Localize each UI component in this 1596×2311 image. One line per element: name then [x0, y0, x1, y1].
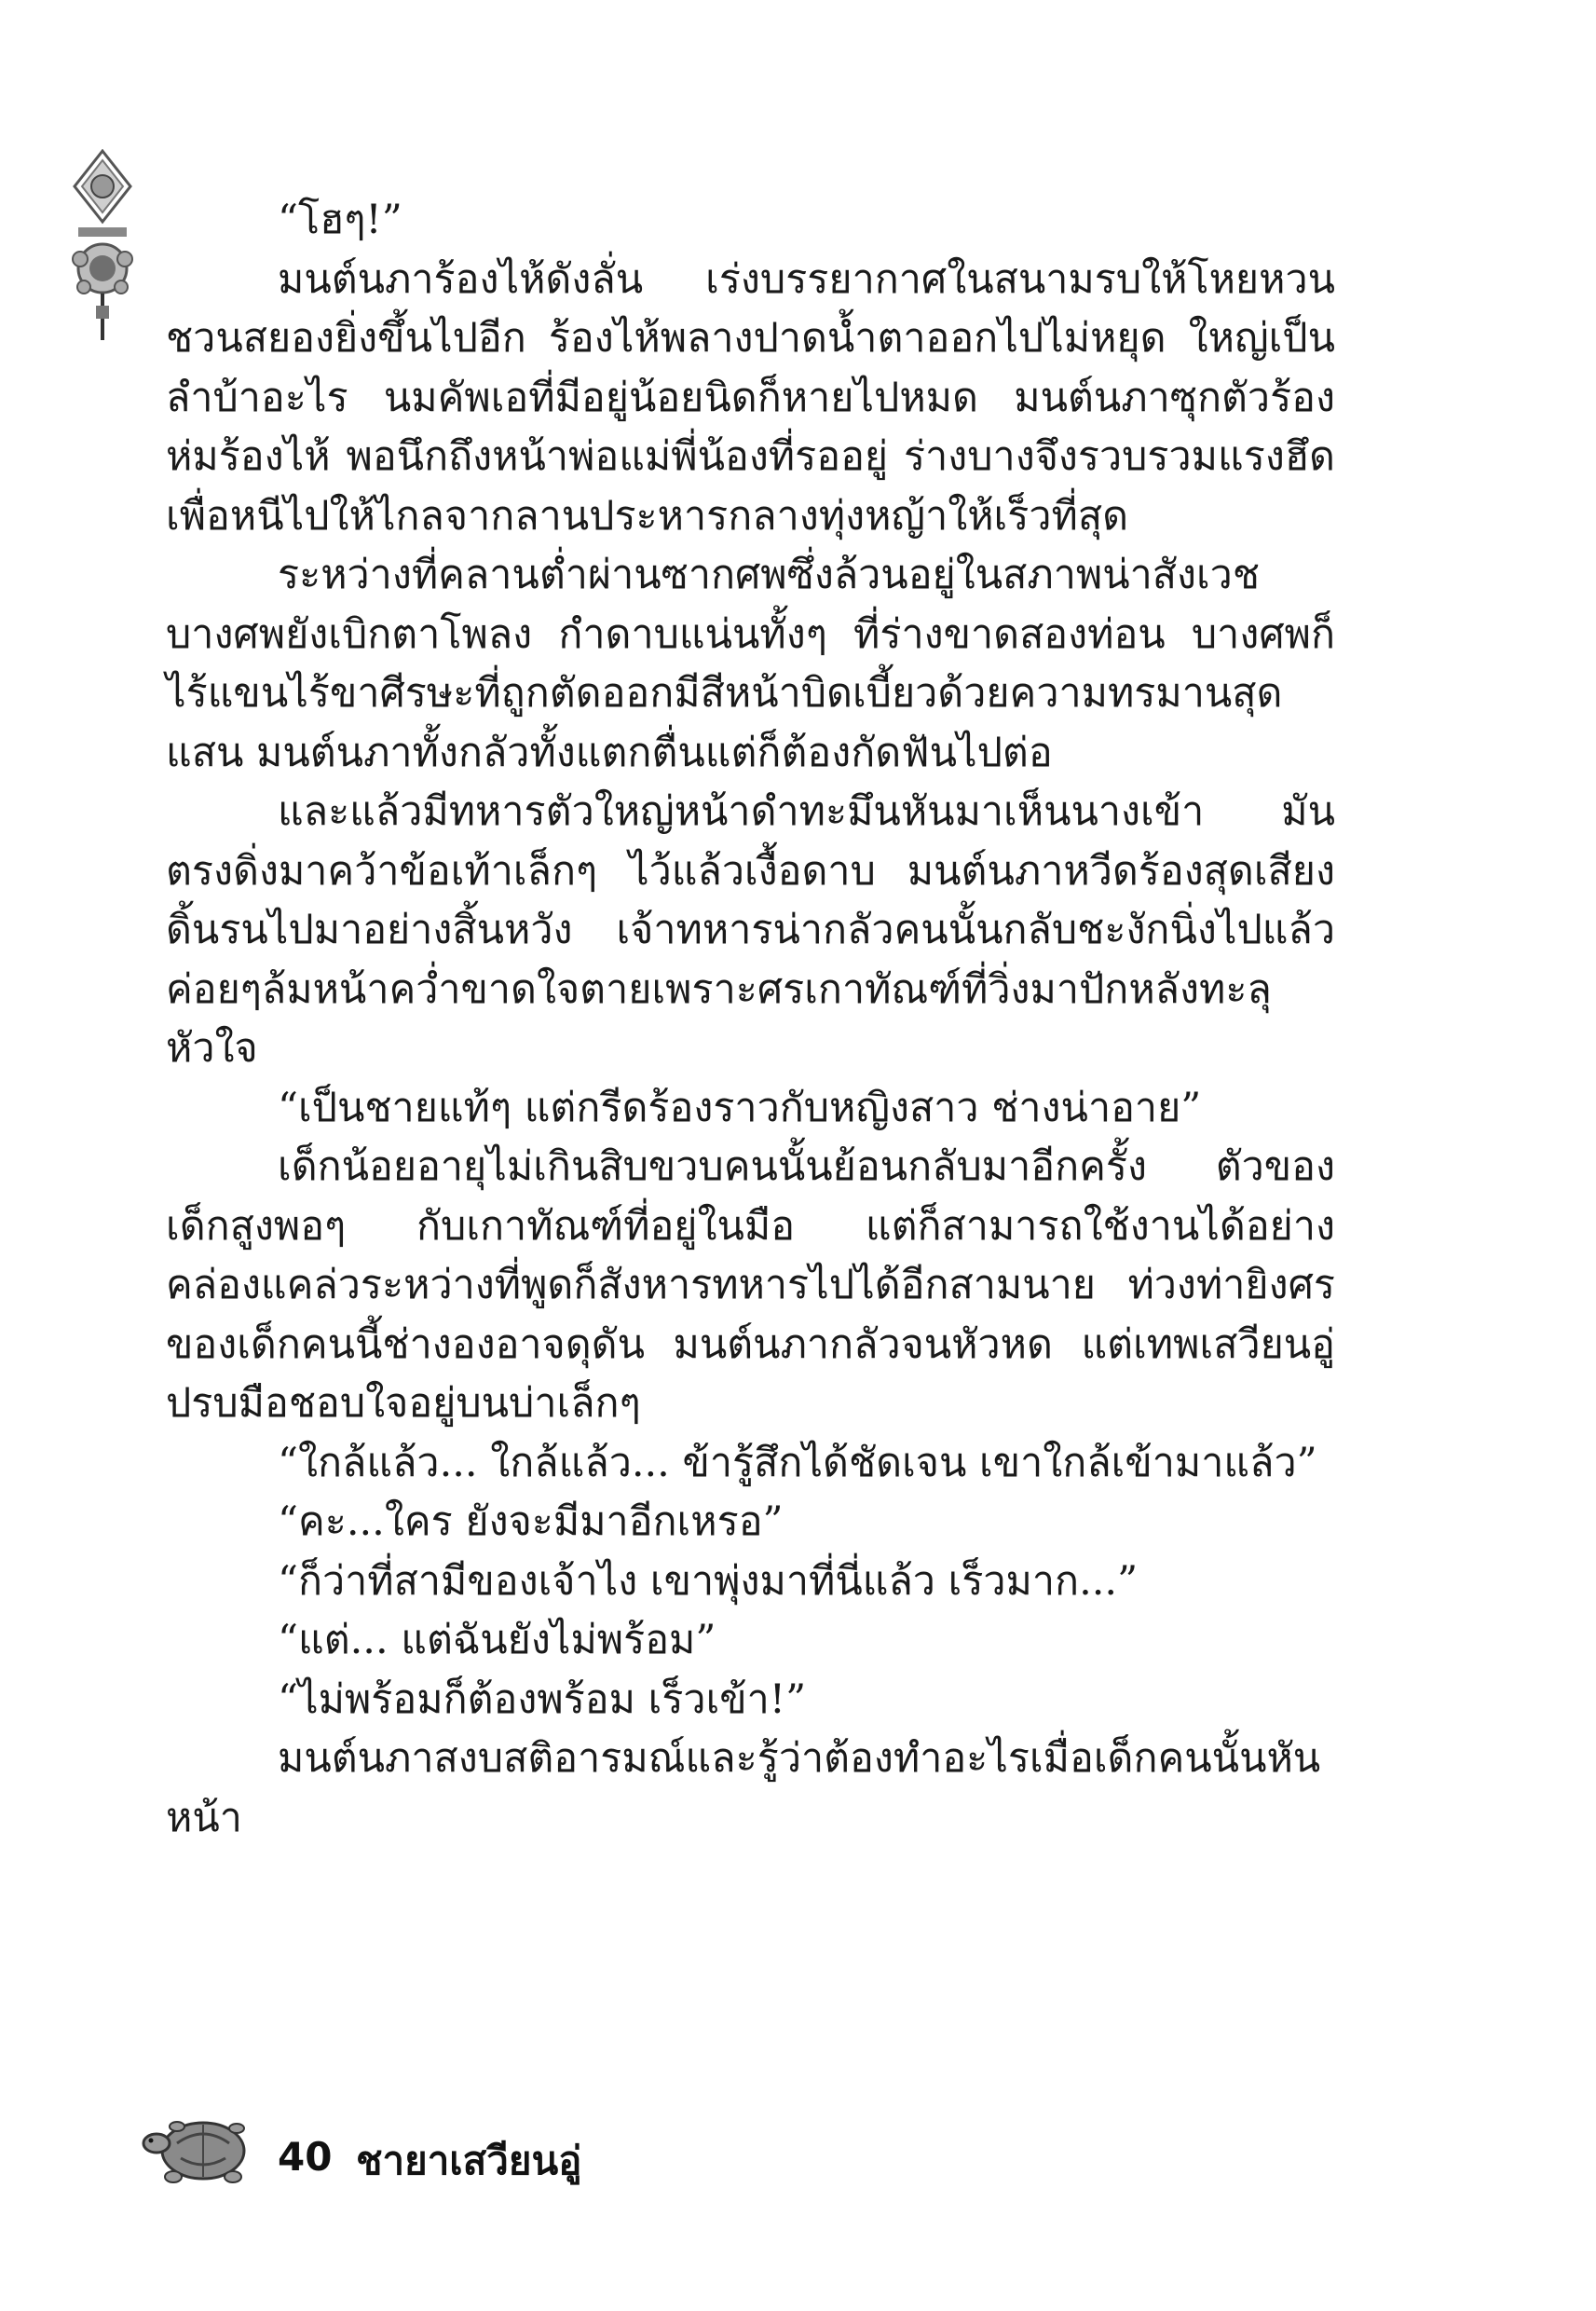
- paragraph: “ใกล้แล้ว... ใกล้แล้ว... ข้ารู้สึกได้ชัดเจน เขาใกล้เข้ามาแล้ว”: [278, 1439, 1317, 1486]
- paragraph: “เป็นชายแท้ๆ แต่กรีดร้องราวกับหญิงสาว ช่างน่าอาย”: [278, 1084, 1202, 1131]
- paragraph: “ไม่พร้อมก็ต้องพร้อม เร็วเข้า!”: [278, 1675, 807, 1723]
- ornament-icon: [65, 149, 140, 345]
- paragraph: “โฮๆ!”: [278, 197, 402, 243]
- paragraph: ระหว่างที่คลานต่ำผ่านซากศพซึ่งล้วนอยู่ในสภาพน่าสังเวช บางศพยังเบิกตาโพลง กำดาบแน่นทั้งๆ ที่ร่างขาดสองท่อน บางศพก็ไร้แขนไร้ขาศีรษะที่ถูกตัดออกมีสีหน้าบิดเบี้ยวด้วยความทรมานสุดแสน มนต์นภาทั้งกลัวทั้งแตกตื่นแต่ก็ต้องกัดฟันไปต่อ: [166, 552, 1335, 776]
- paragraph: “แต่... แต่ฉันยังไม่พร้อม”: [278, 1617, 716, 1663]
- story-text: [166, 191, 1335, 1848]
- paragraph: “ก็ว่าที่สามีของเจ้าไง เขาพุ่งมาที่นี่แล้ว เร็วมาก...”: [278, 1557, 1139, 1605]
- turtle-icon: [140, 2097, 261, 2199]
- book-title: ชายาเสวียนอู่: [356, 2138, 582, 2183]
- paragraph: เด็กน้อยอายุไม่เกินสิบขวบคนนั้นย้อนกลับมาอีกครั้ง ตัวของเด็กสูงพอๆ กับเกาทัณฑ์ที่อยู่ในมือ แต่ก็สามารถใช้งานได้อย่างคล่องแคล่วระหว่างที่พูดก็สังหารทหารไปได้อีกสามนาย ท่วงท่ายิงศรของเด็กคนนี้ช่างองอาจดุดัน มนต์นภากลัวจนหัวหด แต่เทพเสวียนอู่ปรบมือชอบใจอยู่บนบ่าเล็กๆ: [166, 1143, 1335, 1427]
- paragraph: มนต์นภาร้องไห้ดังลั่น เร่งบรรยากาศในสนามรบให้โหยหวนชวนสยองยิ่งขึ้นไปอีก ร้องไห้พลางปาดน้ำตาออกไปไม่หยุด ใหญ่เป็นลำบ้าอะไร นมคัพเอที่มีอยู่น้อยนิดก็หายไปหมด มนต์นภาซุกตัวร้องห่มร้องไห้ พอนึกถึงหน้าพ่อแม่พี่น้องที่รออยู่ ร่างบางจึงรวบรวมแรงฮึดเพื่อหนีไปให้ไกลจากลานประหารกลางทุ่งหญ้าให้เร็วที่สุด: [166, 255, 1335, 540]
- page-number: 40: [278, 2134, 333, 2180]
- paragraph: “คะ...ใคร ยังจะมีมาอีกเหรอ”: [278, 1498, 784, 1545]
- paragraph: และแล้วมีทหารตัวใหญ่หน้าดำทะมึนหันมาเห็นนางเข้า มันตรงดิ่งมาคว้าข้อเท้าเล็กๆ ไว้แล้วเงื้อดาบ มนต์นภาหวีดร้องสุดเสียง ดิ้นรนไปมาอย่างสิ้นหวัง เจ้าทหารน่ากลัวคนนั้นกลับชะงักนิ่งไปแล้วค่อยๆล้มหน้าคว่ำขาดใจตายเพราะศรเกาทัณฑ์ที่วิ่งมาปักหลังทะลุหัวใจ: [166, 788, 1335, 1072]
- paragraph: มนต์นภาสงบสติอารมณ์และรู้ว่าต้องทำอะไรเมื่อเด็กคนนั้นหันหน้า: [166, 1735, 1321, 1841]
- page-footer: [140, 2097, 699, 2218]
